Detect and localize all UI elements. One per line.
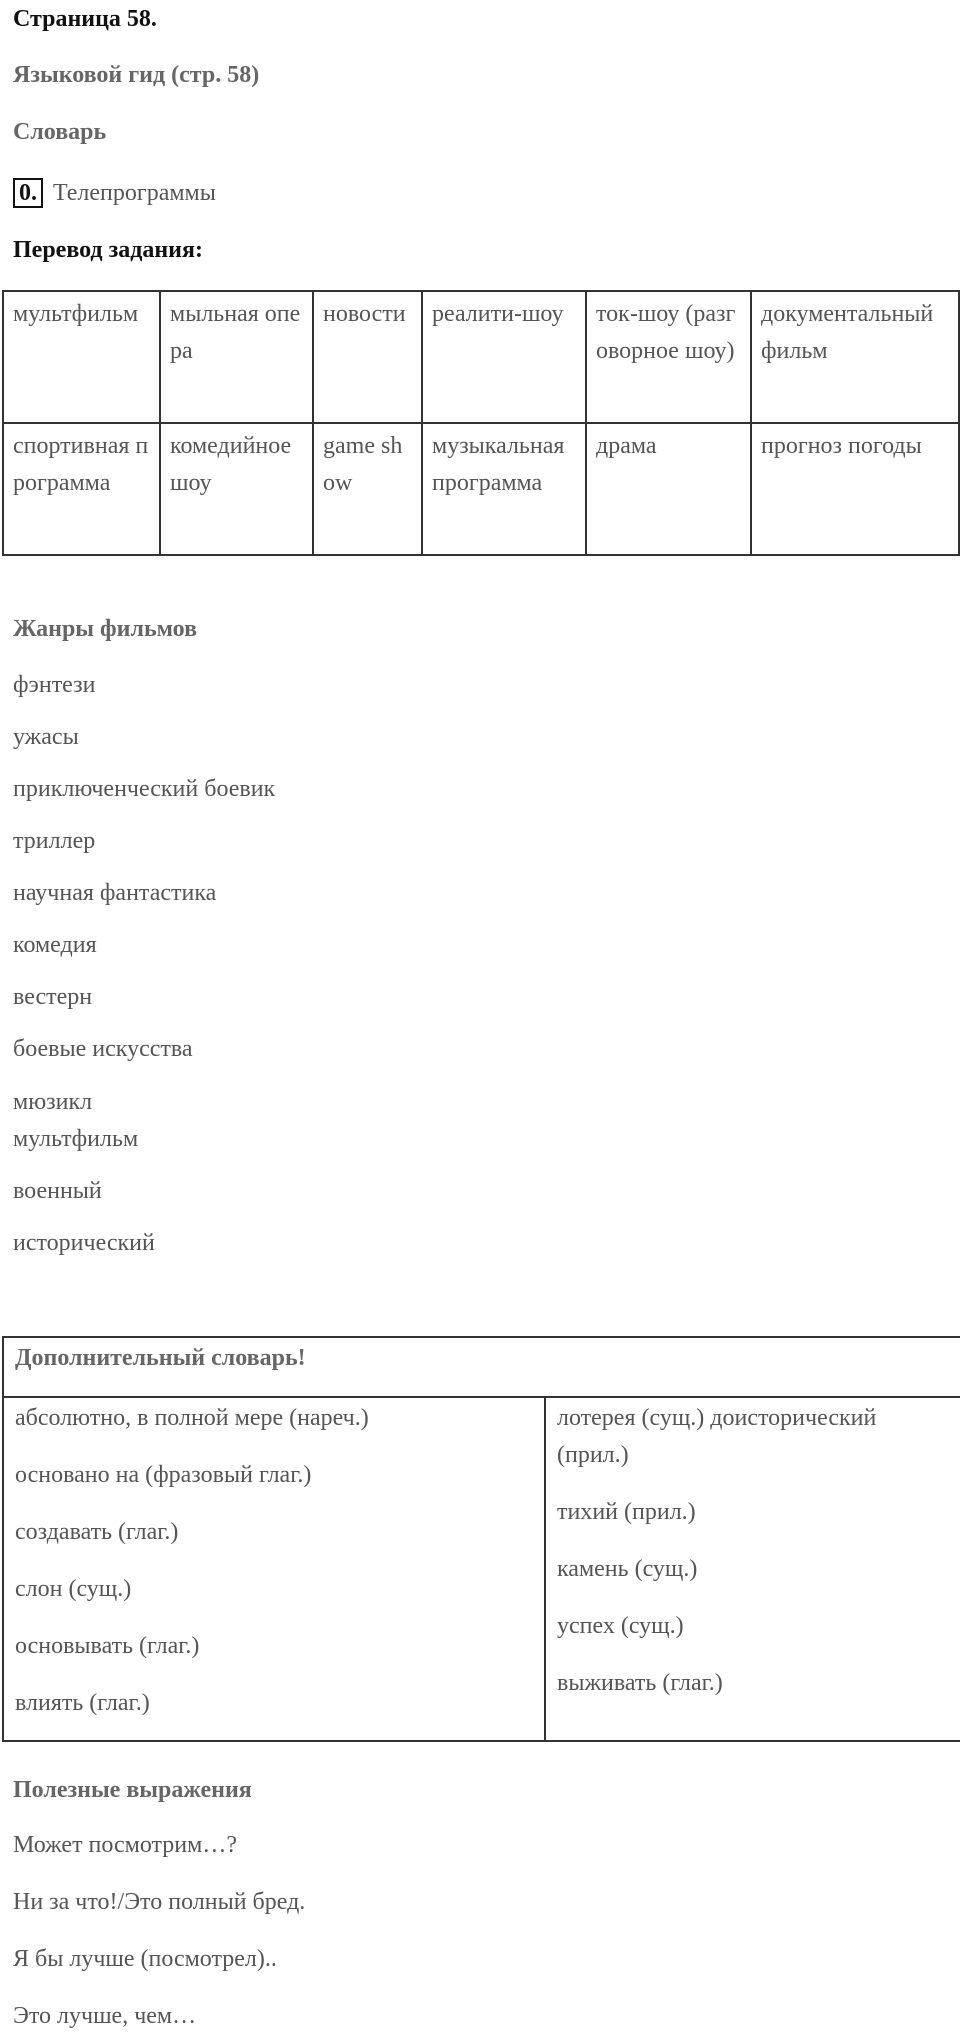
table-cell: драма [586, 423, 751, 555]
list-item: научная фантастика [13, 880, 217, 906]
table-cell: комедийное шоу [160, 423, 313, 555]
table-cell: ток-шоу (разговорное шоу) [586, 291, 751, 423]
list-item: лотерея (сущ.) доисторический (прил.) [557, 1405, 877, 1468]
tv-programs-table [2, 290, 960, 556]
task-label: Телепрограммы [53, 180, 216, 206]
list-item: выживать (глаг.) [557, 1670, 723, 1696]
table-cell: реалити-шоу [422, 291, 586, 423]
list-item: камень (сущ.) [557, 1556, 698, 1582]
extra-vocab-right-column [546, 1398, 960, 1740]
translation-title: Перевод задания: [13, 237, 203, 263]
list-item: триллер [13, 828, 96, 854]
list-item: мюзикл [13, 1089, 93, 1115]
page-title: Страница 58. [13, 6, 157, 32]
list-item: Это лучше, чем… [13, 2003, 197, 2029]
task-number-badge: 0. [13, 178, 43, 208]
list-item: тихий (прил.) [557, 1499, 696, 1525]
list-item: слон (сущ.) [15, 1576, 132, 1602]
phrases-title: Полезные выражения [13, 1777, 252, 1803]
list-item: успех (сущ.) [557, 1613, 684, 1639]
list-item: влиять (глаг.) [15, 1690, 150, 1716]
list-item: мультфильм [13, 1126, 139, 1152]
table-row [3, 291, 959, 423]
table-cell: музыкальная программа [422, 423, 586, 555]
list-item: абсолютно, в полной мере (нареч.) [15, 1405, 369, 1431]
task-heading [13, 176, 216, 210]
extra-vocab-left-column [4, 1398, 546, 1740]
list-item: боевые искусства [13, 1036, 193, 1062]
list-item: ужасы [13, 724, 79, 750]
extra-vocab-table [2, 1336, 960, 1742]
genres-title: Жанры фильмов [13, 616, 198, 642]
table-cell: документальный фильм [751, 291, 959, 423]
extra-vocab-title: Дополнительный словарь! [4, 1338, 960, 1398]
guide-title: Языковой гид (стр. 58) [13, 62, 260, 88]
table-cell: мыльная опера [160, 291, 313, 423]
list-item: основано на (фразовый глаг.) [15, 1462, 312, 1488]
list-item: вестерн [13, 984, 93, 1010]
table-cell: новости [313, 291, 422, 423]
list-item: комедия [13, 932, 97, 958]
table-cell: game show [313, 423, 422, 555]
list-item: исторический [13, 1230, 155, 1256]
table-cell: спортивная программа [3, 423, 160, 555]
list-item: создавать (глаг.) [15, 1519, 179, 1545]
table-cell: прогноз погоды [751, 423, 959, 555]
list-item: Я бы лучше (посмотрел).. [13, 1946, 277, 1972]
table-cell: мультфильм [3, 291, 160, 423]
vocab-title: Словарь [13, 119, 107, 145]
table-row [3, 423, 959, 555]
list-item: Ни за что!/Это полный бред. [13, 1889, 306, 1915]
list-item: фэнтези [13, 672, 96, 698]
list-item: основывать (глаг.) [15, 1633, 200, 1659]
list-item: военный [13, 1178, 102, 1204]
list-item: Может посмотрим…? [13, 1832, 237, 1858]
list-item: приключенческий боевик [13, 776, 276, 802]
